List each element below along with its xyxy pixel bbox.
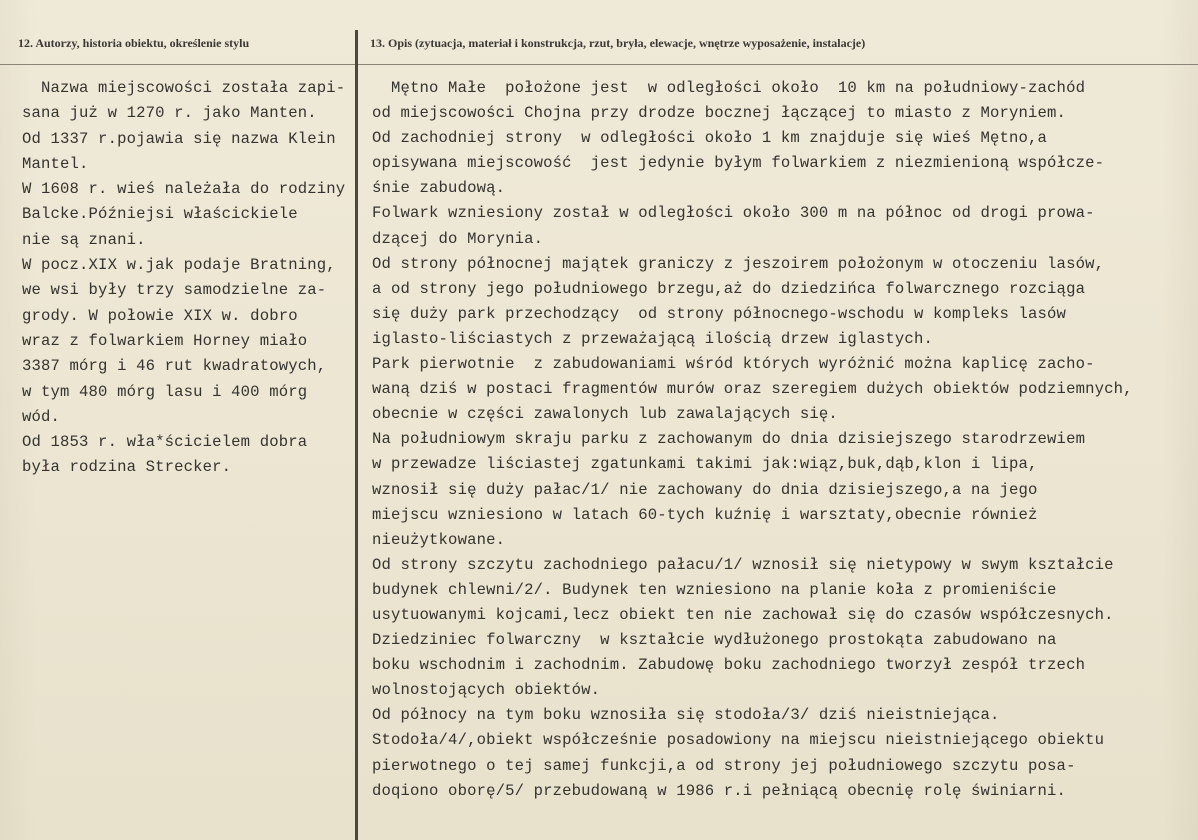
- section-13-text-line: waną dziś w postaci fragmentów murów oraz szeregiem dużych obiektów podziemnych,: [372, 380, 1133, 399]
- section-13-text-line: nieużytkowane.: [372, 530, 506, 549]
- section-12-text-line: Od 1337 r.pojawia się nazwa Klein: [22, 129, 336, 148]
- section-13-text-line: Od strony północnej majątek graniczy z jeszoirem położonym w otoczeniu lasów,: [372, 254, 1105, 273]
- section-13-text-line: Od zachodniej strony w odległości około 1 km znajduje się wieś Mętno,a: [372, 129, 1048, 148]
- section-12-text-line: we wsi były trzy samodzielne za-: [22, 281, 327, 300]
- section-13-text-line: a od strony jego południowego brzegu,aż do dziedzińca folwarcznego rozciąga: [372, 279, 1086, 298]
- section-12-text-line: grody. W połowie XIX w. dobro: [22, 306, 298, 325]
- section-12-heading: 12. Autorzy, historia obiektu, określenie stylu: [18, 36, 250, 50]
- section-13-text-line: Od północy na tym boku wznosiła się stodoła/3/ dziś nieistniejąca.: [372, 706, 1000, 725]
- section-13-text-line: boku wschodnim i zachodnim. Zabudowę boku zachodniego tworzył zespół trzech: [372, 656, 1086, 675]
- section-12-text-line: nie są znani.: [22, 230, 146, 249]
- header-rule: [0, 64, 1198, 65]
- section-13-text-line: Stodoła/4/,obiekt współcześnie posadowiony na miejscu nieistniejącego obiektu: [372, 731, 1105, 750]
- section-13-text-line: obecnie w części zawalonych lub zawalających się.: [372, 405, 838, 424]
- section-13-text-line: pierwotnego o tej samej funkcji,a od strony jej południowego szczytu posa-: [372, 756, 1076, 775]
- section-12-text-line: Nazwa miejscowości została zapi-: [22, 79, 346, 97]
- section-13-text-line: Park pierwotnie z zabudowaniami wśród których wyróżnić można kaplicę zacho-: [372, 355, 1095, 374]
- section-13-text-line: Mętno Małe położone jest w odległości około 10 km na południowy-zachód: [372, 79, 1086, 97]
- section-12-body: [22, 76, 352, 481]
- section-13-text-line: usytuowanymi kojcami,lecz obiekt ten nie zachował się do czasów współczesnych.: [372, 605, 1114, 624]
- section-13-text-line: opisywana miejscowość jest jedynie byłym folwarkiem z niezmienioną współcze-: [372, 154, 1105, 173]
- section-12-text-line: sana już w 1270 r. jako Manten.: [22, 104, 317, 123]
- section-12-text-line: Balcke.Późniejsi właścickiele: [22, 205, 298, 224]
- section-13-text-line: Od strony szczytu zachodniego pałacu/1/ wznosił się nietypowy w swym kształcie: [372, 555, 1114, 574]
- section-13-text-line: Folwark wzniesiony został w odległości około 300 m na północ od drogi prowa-: [372, 204, 1095, 223]
- section-13-text-line: Dziedziniec folwarczny w kształcie wydłużonego prostokąta zabudowano na: [372, 631, 1057, 650]
- section-13-text-line: się duży park przechodzący od strony północnego-wschodu w kompleks lasów: [372, 304, 1067, 323]
- section-13-text-line: Na południowym skraju parku z zachowanym do dnia dzisiejszego starodrzewiem: [372, 430, 1086, 449]
- section-13-text-line: wznosił się duży pałac/1/ nie zachowany do dnia dzisiejszego,a na jego: [372, 480, 1038, 499]
- section-13-heading: 13. Opis (zytuacja, materiał i konstrukcja, rzut, bryła, elewacje, wnętrze wyposażenie, instalacje): [370, 36, 866, 50]
- section-13-text-line: iglasto-liściastych z przeważającą ilością drzew iglastych.: [372, 329, 933, 348]
- section-12-text-line: była rodzina Strecker.: [22, 458, 232, 477]
- section-13-text-line: śnie zabudową.: [372, 179, 506, 198]
- section-12-text-line: Mantel.: [22, 154, 89, 173]
- section-13-text-line: miejscu wzniesiono w latach 60-tych kuźnię i warsztaty,obecnie również: [372, 505, 1038, 524]
- section-13-text-line: wolnostojących obiektów.: [372, 681, 601, 700]
- section-12-text-line: W 1608 r. wieś należała do rodziny: [22, 180, 346, 199]
- section-13-text-line: doqiono oborę/5/ przebudowaną w 1986 r.i pełniącą obecnię rolę świniarni.: [372, 781, 1067, 800]
- section-12-text-line: w tym 480 mórg lasu i 400 mórg: [22, 382, 308, 401]
- section-12-text-line: wód.: [22, 407, 61, 426]
- section-13-text-line: w przewadze liściastej zgatunkami takimi jak:wiąz,buk,dąb,klon i lipa,: [372, 455, 1038, 474]
- section-13-text-line: dzącej do Morynia.: [372, 229, 544, 248]
- column-divider: [355, 30, 358, 840]
- section-12-text-line: 3387 mórg i 46 rut kwadratowych,: [22, 357, 327, 376]
- section-12-text-line: Od 1853 r. wła*ścicielem dobra: [22, 433, 308, 452]
- section-13-text-line: budynek chlewni/2/. Budynek ten wzniesiono na planie koła z promieniście: [372, 580, 1057, 599]
- section-13-body: [372, 76, 1172, 804]
- section-13-text-line: od miejscowości Chojna przy drodze bocznej łączącej to miasto z Moryniem.: [372, 104, 1067, 123]
- section-12-text-line: W pocz.XIX w.jak podaje Bratning,: [22, 256, 336, 275]
- section-12-text-line: wraz z folwarkiem Horney miało: [22, 331, 308, 350]
